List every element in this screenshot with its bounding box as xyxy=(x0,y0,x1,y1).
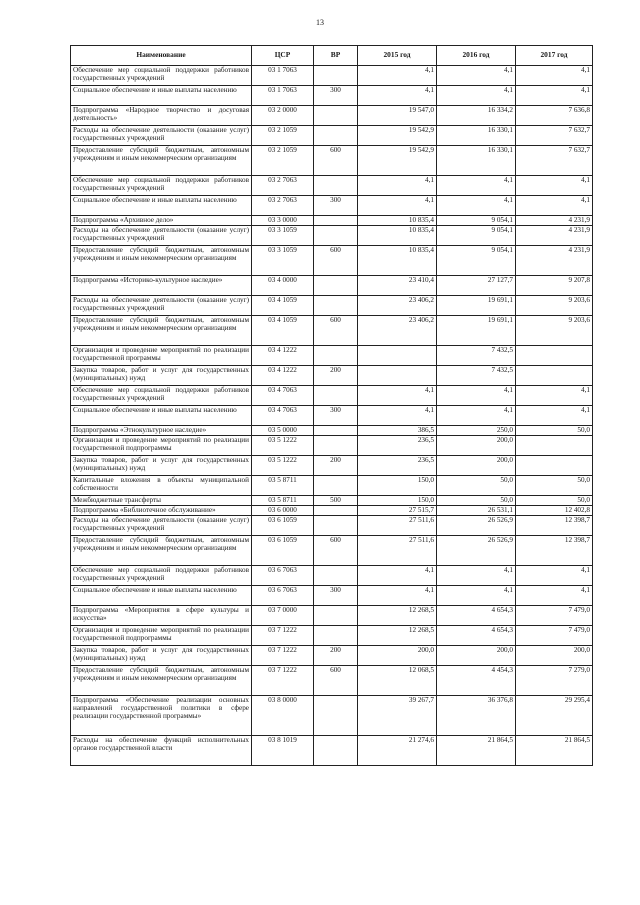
row-code: 03 5 1222 xyxy=(252,456,314,476)
row-vr: 200 xyxy=(314,646,358,666)
table-row xyxy=(71,296,593,316)
row-name: Обеспечение мер социальной поддержки работников государственных учреждений xyxy=(71,66,252,86)
row-name: Социальное обеспечение и иные выплаты населению xyxy=(71,196,252,216)
row-value-2016: 16 334,2 xyxy=(437,106,516,126)
row-name: Предоставление субсидий бюджетным, автономным учреждениям и иным некоммерческим организациям xyxy=(71,666,252,696)
row-value-2016: 50,0 xyxy=(437,496,516,506)
row-value-2016: 4,1 xyxy=(437,566,516,586)
row-value-2015: 27 511,6 xyxy=(358,536,437,566)
table-row xyxy=(71,346,593,366)
row-value-2015: 12 268,5 xyxy=(358,606,437,626)
row-vr xyxy=(314,126,358,146)
row-value-2017: 12 402,8 xyxy=(516,506,593,516)
row-vr xyxy=(314,626,358,646)
row-vr xyxy=(314,476,358,496)
row-value-2017: 12 398,7 xyxy=(516,536,593,566)
row-value-2015: 12 268,5 xyxy=(358,626,437,646)
row-name: Расходы на обеспечение деятельности (оказание услуг) государственных учреждений xyxy=(71,516,252,536)
row-value-2016: 19 691,1 xyxy=(437,296,516,316)
row-value-2016: 26 531,1 xyxy=(437,506,516,516)
row-name: Предоставление субсидий бюджетным, автономным учреждениям и иным некоммерческим организациям xyxy=(71,246,252,276)
row-code: 03 7 1222 xyxy=(252,626,314,646)
row-name: Подпрограмма «Народное творчество и досуговая деятельность» xyxy=(71,106,252,126)
row-value-2015: 236,5 xyxy=(358,436,437,456)
row-value-2017: 50,0 xyxy=(516,476,593,496)
header-2016: 2016 год xyxy=(437,46,516,66)
table-row xyxy=(71,316,593,346)
header-name: Наименование xyxy=(71,46,252,66)
table-row xyxy=(71,696,593,736)
row-value-2017: 9 203,6 xyxy=(516,316,593,346)
row-name: Обеспечение мер социальной поддержки работников государственных учреждений xyxy=(71,176,252,196)
row-value-2015: 200,0 xyxy=(358,646,437,666)
row-name: Предоставление субсидий бюджетным, автономным учреждениям и иным некоммерческим организациям xyxy=(71,316,252,346)
row-vr xyxy=(314,276,358,296)
table-row xyxy=(71,226,593,246)
table-row xyxy=(71,476,593,496)
row-code: 03 4 1222 xyxy=(252,366,314,386)
table-row xyxy=(71,736,593,766)
header-vr: ВР xyxy=(314,46,358,66)
row-value-2015: 19 542,9 xyxy=(358,126,437,146)
row-value-2016: 16 330,1 xyxy=(437,146,516,176)
row-name: Социальное обеспечение и иные выплаты населению xyxy=(71,86,252,106)
row-vr: 200 xyxy=(314,456,358,476)
row-value-2015: 386,5 xyxy=(358,426,437,436)
row-value-2016: 4,1 xyxy=(437,586,516,606)
header-2017: 2017 год xyxy=(516,46,593,66)
table-row xyxy=(71,586,593,606)
row-value-2016: 4 654,3 xyxy=(437,606,516,626)
row-value-2017: 7 636,8 xyxy=(516,106,593,126)
row-value-2015: 39 267,7 xyxy=(358,696,437,736)
row-vr xyxy=(314,346,358,366)
row-name: Обеспечение мер социальной поддержки работников государственных учреждений xyxy=(71,566,252,586)
row-name: Подпрограмма «Этнокультурное наследие» xyxy=(71,426,252,436)
row-value-2015: 4,1 xyxy=(358,196,437,216)
row-value-2016: 4,1 xyxy=(437,176,516,196)
table-row xyxy=(71,506,593,516)
row-value-2016: 50,0 xyxy=(437,476,516,496)
row-code: 03 4 1059 xyxy=(252,316,314,346)
table-row xyxy=(71,496,593,506)
row-value-2015: 236,5 xyxy=(358,456,437,476)
header-code: ЦСР xyxy=(252,46,314,66)
table-row xyxy=(71,106,593,126)
row-value-2016: 4 654,3 xyxy=(437,626,516,646)
row-vr xyxy=(314,696,358,736)
row-vr: 600 xyxy=(314,246,358,276)
header-2015: 2015 год xyxy=(358,46,437,66)
row-value-2015: 4,1 xyxy=(358,86,437,106)
table-row xyxy=(71,666,593,696)
row-value-2016: 26 526,9 xyxy=(437,516,516,536)
row-value-2015: 4,1 xyxy=(358,566,437,586)
row-vr xyxy=(314,296,358,316)
row-code: 03 2 1059 xyxy=(252,126,314,146)
row-value-2015: 10 835,4 xyxy=(358,246,437,276)
row-value-2017: 7 632,7 xyxy=(516,146,593,176)
row-value-2015: 4,1 xyxy=(358,66,437,86)
table-row xyxy=(71,536,593,566)
row-vr: 600 xyxy=(314,316,358,346)
table-row xyxy=(71,366,593,386)
row-vr xyxy=(314,106,358,126)
row-value-2017 xyxy=(516,456,593,476)
row-name: Капитальные вложения в объекты муниципальной собственности xyxy=(71,476,252,496)
row-value-2015: 27 515,7 xyxy=(358,506,437,516)
row-code: 03 5 1222 xyxy=(252,436,314,456)
row-name: Межбюджетные трансферты xyxy=(71,496,252,506)
table-row xyxy=(71,516,593,536)
row-value-2016: 21 864,5 xyxy=(437,736,516,766)
row-vr: 600 xyxy=(314,666,358,696)
row-value-2017: 200,0 xyxy=(516,646,593,666)
row-code: 03 2 7063 xyxy=(252,176,314,196)
row-name: Организация и проведение мероприятий по реализации государственной программы xyxy=(71,346,252,366)
row-value-2015: 150,0 xyxy=(358,496,437,506)
row-value-2015: 4,1 xyxy=(358,386,437,406)
row-vr: 300 xyxy=(314,196,358,216)
row-code: 03 7 0000 xyxy=(252,606,314,626)
table-row xyxy=(71,176,593,196)
row-name: Подпрограмма «Мероприятия в сфере культуры и искусства» xyxy=(71,606,252,626)
row-vr xyxy=(314,426,358,436)
table-row xyxy=(71,606,593,626)
table-row xyxy=(71,436,593,456)
row-value-2016: 4,1 xyxy=(437,406,516,426)
row-name: Подпрограмма «Библиотечное обслуживание» xyxy=(71,506,252,516)
row-value-2016: 4,1 xyxy=(437,86,516,106)
row-value-2017: 4,1 xyxy=(516,566,593,586)
row-value-2016: 250,0 xyxy=(437,426,516,436)
row-value-2017: 4,1 xyxy=(516,176,593,196)
row-value-2015: 23 406,2 xyxy=(358,296,437,316)
row-value-2015: 23 410,4 xyxy=(358,276,437,296)
row-code: 03 1 7063 xyxy=(252,66,314,86)
row-value-2017: 4 231,9 xyxy=(516,246,593,276)
row-code: 03 6 0000 xyxy=(252,506,314,516)
row-value-2017: 9 207,8 xyxy=(516,276,593,296)
row-vr xyxy=(314,606,358,626)
row-value-2017: 7 632,7 xyxy=(516,126,593,146)
table-row xyxy=(71,146,593,176)
row-vr xyxy=(314,226,358,246)
row-code: 03 2 1059 xyxy=(252,146,314,176)
row-vr xyxy=(314,736,358,766)
row-value-2017: 9 203,6 xyxy=(516,296,593,316)
table-row xyxy=(71,246,593,276)
table-header-row xyxy=(71,46,593,66)
row-name: Организация и проведение мероприятий по реализации государственной подпрограммы xyxy=(71,626,252,646)
row-vr: 300 xyxy=(314,86,358,106)
table-row xyxy=(71,626,593,646)
row-vr xyxy=(314,386,358,406)
row-name: Расходы на обеспечение функций исполнительных органов государственной власти xyxy=(71,736,252,766)
row-value-2017: 7 279,0 xyxy=(516,666,593,696)
row-value-2016: 200,0 xyxy=(437,436,516,456)
row-vr: 200 xyxy=(314,366,358,386)
row-code: 03 4 7063 xyxy=(252,406,314,426)
row-name: Предоставление субсидий бюджетным, автономным учреждениям и иным некоммерческим организациям xyxy=(71,536,252,566)
row-value-2017 xyxy=(516,436,593,456)
table-row xyxy=(71,196,593,216)
table-row xyxy=(71,66,593,86)
row-name: Подпрограмма «Обеспечение реализации основных направлений государственной политики в сфере реализации государственной программы» xyxy=(71,696,252,736)
table-row xyxy=(71,216,593,226)
row-value-2016: 16 330,1 xyxy=(437,126,516,146)
row-value-2015: 21 274,6 xyxy=(358,736,437,766)
row-value-2015: 10 835,4 xyxy=(358,226,437,246)
row-name: Закупка товаров, работ и услуг для государственных (муниципальных) нужд xyxy=(71,646,252,666)
row-code: 03 4 0000 xyxy=(252,276,314,296)
row-value-2016: 7 432,5 xyxy=(437,366,516,386)
row-value-2016: 200,0 xyxy=(437,646,516,666)
row-name: Расходы на обеспечение деятельности (оказание услуг) государственных учреждений xyxy=(71,126,252,146)
row-code: 03 3 1059 xyxy=(252,246,314,276)
row-name: Обеспечение мер социальной поддержки работников государственных учреждений xyxy=(71,386,252,406)
row-name: Закупка товаров, работ и услуг для государственных (муниципальных) нужд xyxy=(71,456,252,476)
row-vr xyxy=(314,216,358,226)
row-name: Закупка товаров, работ и услуг для государственных (муниципальных) нужд xyxy=(71,366,252,386)
row-value-2017: 12 398,7 xyxy=(516,516,593,536)
row-code: 03 2 0000 xyxy=(252,106,314,126)
row-name: Социальное обеспечение и иные выплаты населению xyxy=(71,406,252,426)
row-value-2016: 9 054,1 xyxy=(437,216,516,226)
row-value-2015: 12 068,5 xyxy=(358,666,437,696)
row-name: Расходы на обеспечение деятельности (оказание услуг) государственных учреждений xyxy=(71,226,252,246)
row-code: 03 4 7063 xyxy=(252,386,314,406)
page-number: 13 xyxy=(316,18,324,27)
row-vr: 600 xyxy=(314,536,358,566)
row-value-2015: 23 406,2 xyxy=(358,316,437,346)
row-value-2017: 7 479,0 xyxy=(516,626,593,646)
row-name: Подпрограмма «Архивное дело» xyxy=(71,216,252,226)
row-code: 03 7 1222 xyxy=(252,666,314,696)
row-code: 03 7 1222 xyxy=(252,646,314,666)
row-value-2016: 4,1 xyxy=(437,386,516,406)
row-code: 03 6 7063 xyxy=(252,586,314,606)
row-value-2017: 50,0 xyxy=(516,426,593,436)
row-code: 03 2 7063 xyxy=(252,196,314,216)
row-value-2017: 21 864,5 xyxy=(516,736,593,766)
row-value-2017: 4 231,9 xyxy=(516,216,593,226)
row-value-2016: 200,0 xyxy=(437,456,516,476)
row-name: Расходы на обеспечение деятельности (оказание услуг) государственных учреждений xyxy=(71,296,252,316)
row-value-2016: 26 526,9 xyxy=(437,536,516,566)
row-value-2016: 9 054,1 xyxy=(437,246,516,276)
row-vr xyxy=(314,66,358,86)
row-value-2017: 4,1 xyxy=(516,406,593,426)
row-value-2016: 4 454,3 xyxy=(437,666,516,696)
row-value-2015: 27 511,6 xyxy=(358,516,437,536)
row-code: 03 8 0000 xyxy=(252,696,314,736)
row-vr xyxy=(314,506,358,516)
row-code: 03 6 1059 xyxy=(252,516,314,536)
table-row xyxy=(71,406,593,426)
row-value-2016: 36 376,8 xyxy=(437,696,516,736)
row-value-2015: 19 542,9 xyxy=(358,146,437,176)
row-code: 03 8 1019 xyxy=(252,736,314,766)
row-value-2017: 4,1 xyxy=(516,86,593,106)
row-value-2015 xyxy=(358,366,437,386)
row-value-2016: 19 691,1 xyxy=(437,316,516,346)
row-value-2017: 4,1 xyxy=(516,586,593,606)
row-value-2017: 7 479,0 xyxy=(516,606,593,626)
table-row xyxy=(71,426,593,436)
row-code: 03 1 7063 xyxy=(252,86,314,106)
row-code: 03 5 0000 xyxy=(252,426,314,436)
row-name: Подпрограмма «Историко-культурное наследие» xyxy=(71,276,252,296)
row-value-2017 xyxy=(516,346,593,366)
row-vr xyxy=(314,436,358,456)
row-vr xyxy=(314,516,358,536)
row-vr: 300 xyxy=(314,586,358,606)
row-value-2017: 29 295,4 xyxy=(516,696,593,736)
row-value-2015: 4,1 xyxy=(358,406,437,426)
row-code: 03 3 1059 xyxy=(252,226,314,246)
row-value-2017: 4,1 xyxy=(516,196,593,216)
row-code: 03 6 7063 xyxy=(252,566,314,586)
table-row xyxy=(71,386,593,406)
row-value-2015: 4,1 xyxy=(358,176,437,196)
row-value-2015: 4,1 xyxy=(358,586,437,606)
row-value-2017: 4 231,9 xyxy=(516,226,593,246)
row-code: 03 4 1059 xyxy=(252,296,314,316)
table-row xyxy=(71,646,593,666)
row-value-2016: 4,1 xyxy=(437,196,516,216)
row-name: Предоставление субсидий бюджетным, автономным учреждениям и иным некоммерческим организациям xyxy=(71,146,252,176)
row-name: Организация и проведение мероприятий по реализации государственной подпрограммы xyxy=(71,436,252,456)
row-vr: 300 xyxy=(314,406,358,426)
row-vr xyxy=(314,176,358,196)
row-value-2017: 4,1 xyxy=(516,386,593,406)
row-code: 03 6 1059 xyxy=(252,536,314,566)
row-vr: 500 xyxy=(314,496,358,506)
table-row xyxy=(71,276,593,296)
budget-table xyxy=(70,45,593,766)
table-row xyxy=(71,126,593,146)
row-value-2016: 9 054,1 xyxy=(437,226,516,246)
table-row xyxy=(71,456,593,476)
table-row xyxy=(71,566,593,586)
row-value-2017: 50,0 xyxy=(516,496,593,506)
row-code: 03 5 8711 xyxy=(252,476,314,496)
row-code: 03 5 8711 xyxy=(252,496,314,506)
row-vr: 600 xyxy=(314,146,358,176)
row-value-2017 xyxy=(516,366,593,386)
row-name: Социальное обеспечение и иные выплаты населению xyxy=(71,586,252,606)
row-value-2016: 4,1 xyxy=(437,66,516,86)
row-value-2015: 150,0 xyxy=(358,476,437,496)
table-row xyxy=(71,86,593,106)
row-value-2015: 10 835,4 xyxy=(358,216,437,226)
row-code: 03 4 1222 xyxy=(252,346,314,366)
row-value-2015 xyxy=(358,346,437,366)
row-vr xyxy=(314,566,358,586)
row-value-2015: 19 547,0 xyxy=(358,106,437,126)
row-value-2017: 4,1 xyxy=(516,66,593,86)
row-code: 03 3 0000 xyxy=(252,216,314,226)
row-value-2016: 27 127,7 xyxy=(437,276,516,296)
table-body xyxy=(71,66,593,766)
row-value-2016: 7 432,5 xyxy=(437,346,516,366)
